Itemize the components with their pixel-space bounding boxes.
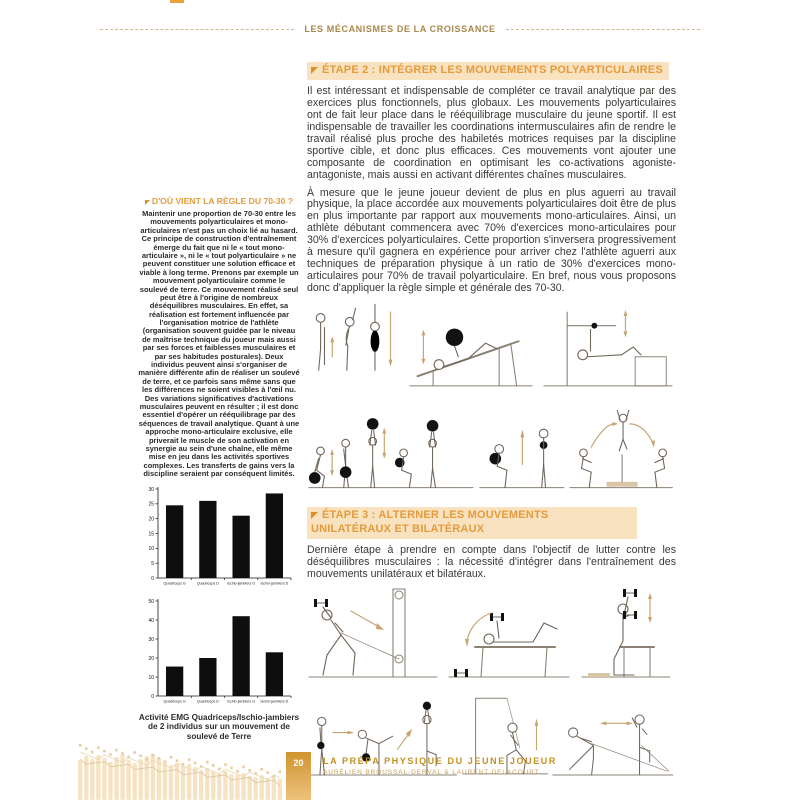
emg-chart-individual-1 bbox=[143, 485, 295, 591]
cable-pull-machine-illustration bbox=[307, 585, 442, 685]
page-number-badge bbox=[286, 752, 311, 800]
step2-heading bbox=[307, 62, 669, 80]
step3-heading-wrap bbox=[307, 507, 637, 539]
svg-text:0: 0 bbox=[151, 575, 154, 582]
running-head-rule-right bbox=[506, 29, 700, 30]
page-edge-mark bbox=[170, 0, 184, 3]
polyarticular-illustrations-row-2 bbox=[307, 403, 676, 495]
sidebar-column bbox=[138, 196, 300, 742]
incline-bench-weight-illustration bbox=[404, 299, 540, 399]
svg-text:40: 40 bbox=[148, 617, 154, 624]
book-title: LA PRÉPA PHYSIQUE DU JEUNE JOUEUR bbox=[323, 756, 557, 766]
polyarticular-illustrations-row-1 bbox=[307, 299, 676, 399]
running-head-rule-left bbox=[100, 29, 294, 30]
svg-text:Ischio-jambiers G: Ischio-jambiers G bbox=[227, 581, 256, 585]
book-authors: AURÉLIEN BROUSSAL-DERVAL & LAURENT DELACOURT bbox=[323, 769, 540, 776]
jump-over-pole-illustration bbox=[568, 403, 676, 495]
svg-text:25: 25 bbox=[148, 501, 154, 508]
svg-text:50: 50 bbox=[148, 598, 154, 605]
page-number: 20 bbox=[293, 758, 304, 768]
sidebar-body-text: Maintenir une proportion de 70-30 entre les mouvements polyarticulaires et mono-articulaires n'est pas un choix lié au hasard. Ce principe de construction d'entraînement émerge du fait que ni le « tout mono-articulaire », ni le « tout polyarticulaire » ne peuvent constituer une solution efficace et viable à long terme. Prenons par exemple un mouvement polyarticulaire comme le soulevé de terre. Ce mouvement réalisé seul peut être à l'origine de nombreux déséquilibres musculaires. En effet, sa réalisation est fortement influencée par l'organisation motrice de l'athlète (organisation souvent guidée par le niveau de maîtrise technique du joueur mais aussi par ses forces et faiblesses musculaires et par ses habitudes posturales). Deux individus peuvent ainsi s'organiser de manière différente afin de réaliser un soulevé de terre, et ce parfois sans même sans que les différences ne soient visibles à l'œil nu. Des variations significatives d'activations musculaires peuvent en résulter ; il est donc essentiel d'opérer un rééquilibrage par des séquences de travail analytique. Quant à une approche mono-articulaire exclusive, elle priverait le muscle de son activation en synergie au sein d'une chaîne, elle même mise en jeu dans les activités sportives complexes. Les transferts de gains vers la discipline seraient par conséquent limités. bbox=[138, 209, 300, 479]
sidebar-title-text: D'OÙ VIENT LA RÈGLE DU 70-30 ? bbox=[151, 196, 294, 206]
bench-dumbbell-pullover-illustration bbox=[447, 585, 572, 685]
svg-text:20: 20 bbox=[148, 655, 154, 662]
triangle-icon bbox=[145, 200, 150, 205]
resistance-band-lunge-illustration bbox=[551, 694, 676, 784]
squat-to-stand-illustration bbox=[476, 403, 568, 495]
step3-heading-text: ÉTAPE 3 : ALTERNER LES MOUVEMENTS UNILATÉRAUX ET BILATÉRAUX bbox=[311, 509, 549, 535]
step2-heading-text: ÉTAPE 2 : INTÉGRER LES MOUVEMENTS POLYARTICULAIRES bbox=[322, 64, 663, 76]
step3-paragraph-1: Dernière étape à prendre en compte dans l'objectif de lutter contre les déséquilibres musculaires : la nécessité d'intégrer dans l'entraînement des mouvements unilatéraux et bilatéraux. bbox=[307, 543, 676, 580]
good-morning-press-illustration bbox=[307, 299, 404, 399]
svg-text:10: 10 bbox=[148, 674, 154, 681]
svg-text:10: 10 bbox=[148, 545, 154, 552]
svg-text:Quadriceps G: Quadriceps G bbox=[163, 581, 186, 585]
svg-text:Quadriceps G: Quadriceps G bbox=[163, 699, 186, 703]
step2-paragraph-2: À mesure que le jeune joueur devient de plus en plus aguerri au travail physique, la place accordée aux mouvements polyarticulaires doit être de plus en plus importante par rapport aux mouvements mono-articulaires. Ainsi, un athlète débutant commencera avec 70% d'exercices mono-articulaires pour 30% d'exercices polyarticulaires. Cette proportion s'inversera progressivement à mesure qu'il gagnera en expérience pour arriver chez l'athlète aguerri aux techniques de préparation physique à un ratio de 30% d'exercices mono-articulaires pour 70% de travail polyarticulaire. En bref, nous vous proposons donc d'appliquer la règle simple et générale des 70-30. bbox=[307, 186, 676, 295]
step2-paragraph-1: Il est intéressant et indispensable de compléter ce travail analytique par des exercices plus fonctionnels, plus globaux. Les mouvements polyarticulaires ont de fait leur place dans le rééquilibrage musculaire du jeune sportif. Il est indispensable de travailler les coordinations intermusculaires afin de rendre le travail réalisé plus proche des habiletés motrices requises par la discipline sportive cible, et donc plus efficaces. Ces mouvements vont ajouter une composante de coordination en optimisant les co-activations agoniste-antagoniste, mais aussi en activant différentes chaînes musculaires. bbox=[307, 84, 676, 181]
svg-text:Ischio-jambiers D: Ischio-jambiers D bbox=[260, 699, 289, 703]
svg-text:Ischio-jambiers D: Ischio-jambiers D bbox=[260, 581, 289, 585]
lying-machine-illustration bbox=[540, 299, 676, 399]
svg-text:5: 5 bbox=[151, 560, 154, 567]
kneeling-dumbbell-press-illustration bbox=[576, 585, 676, 685]
svg-text:20: 20 bbox=[148, 515, 154, 522]
svg-text:30: 30 bbox=[148, 486, 154, 493]
footer-text bbox=[323, 756, 557, 776]
main-column bbox=[307, 60, 676, 784]
triangle-icon bbox=[311, 512, 318, 519]
running-head bbox=[100, 24, 700, 34]
sidebar-title bbox=[138, 196, 300, 206]
emg-chart-individual-2 bbox=[143, 597, 295, 709]
svg-text:0: 0 bbox=[151, 693, 154, 700]
svg-text:15: 15 bbox=[148, 530, 154, 537]
running-head-title: LES MÉCANISMES DE LA CROISSANCE bbox=[304, 24, 496, 34]
svg-text:Ischio-jambiers G: Ischio-jambiers G bbox=[227, 699, 256, 703]
svg-text:30: 30 bbox=[148, 636, 154, 643]
svg-text:Quadriceps D: Quadriceps D bbox=[196, 699, 219, 703]
footer-decoration-chart bbox=[78, 738, 284, 800]
chart-caption: Activité EMG Quadriceps/Ischio-jambiers de 2 individus sur un mouvement de soulevé de Terre bbox=[138, 712, 300, 742]
svg-text:Quadriceps D: Quadriceps D bbox=[196, 581, 219, 585]
triangle-icon bbox=[311, 67, 318, 74]
step3-heading bbox=[307, 507, 637, 539]
unilateral-illustrations-row-1 bbox=[307, 585, 676, 685]
clean-and-press-sequence-illustration bbox=[307, 403, 476, 495]
